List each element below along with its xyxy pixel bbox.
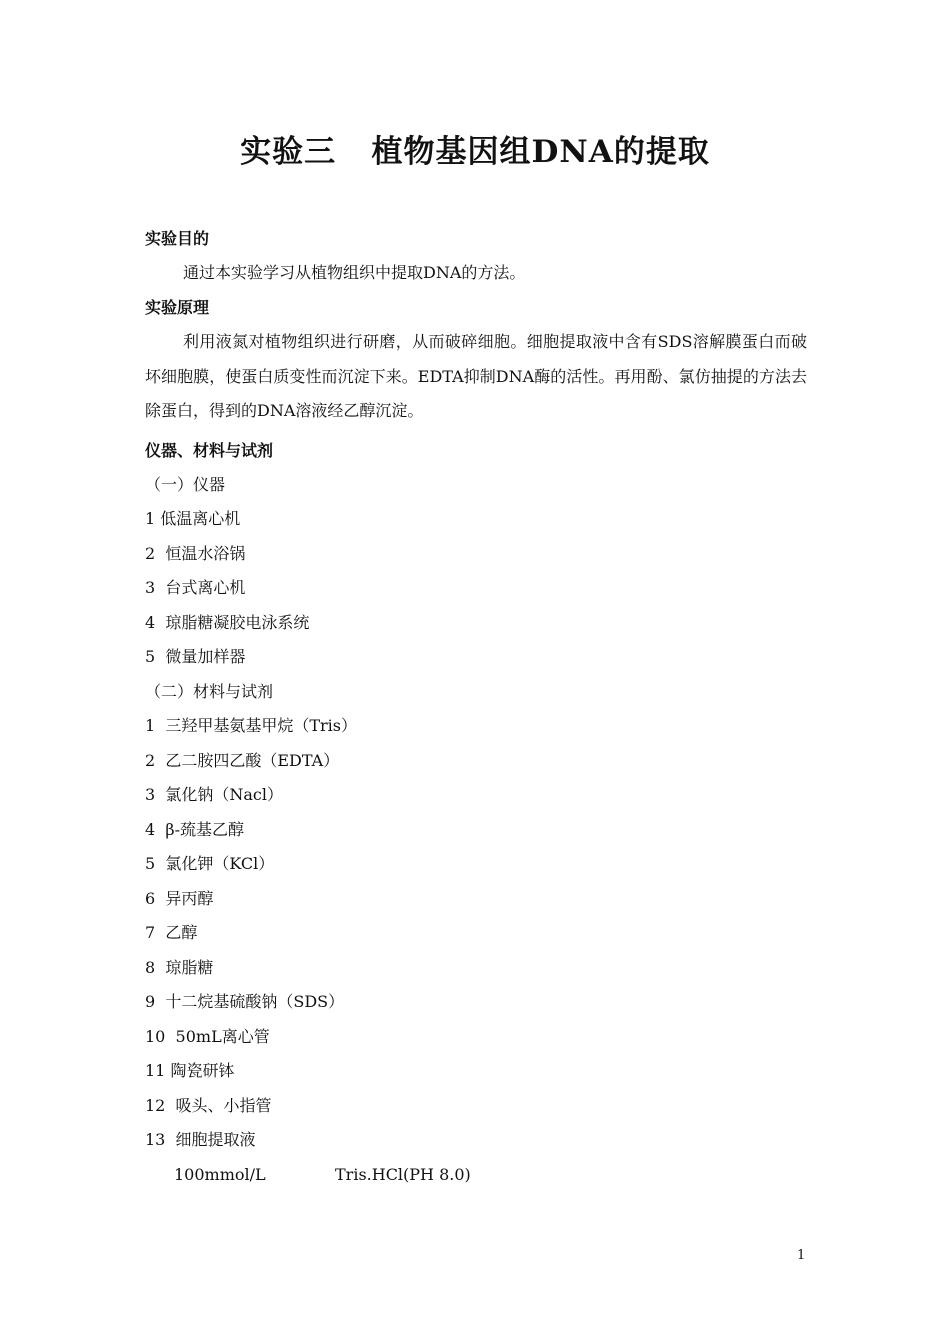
buffer-concentration: 100mmol/L [174, 1165, 266, 1184]
list-item: 3 台式离心机 [145, 578, 246, 597]
list-item: 7 乙醇 [145, 923, 198, 942]
section-heading-purpose: 实验目的 [145, 229, 210, 248]
section-heading-principle: 实验原理 [145, 298, 210, 317]
list-item: 2 乙二胺四乙酸（EDTA） [145, 751, 340, 770]
list-item: 9 十二烷基硫酸钠（SDS） [145, 992, 345, 1011]
page-number: 1 [797, 1248, 806, 1263]
list-item: 3 氯化钠（Nacl） [145, 785, 283, 804]
list-item: 5 氯化钾（KCl） [145, 854, 275, 873]
list-item: 4 琼脂糖凝胶电泳系统 [145, 613, 310, 632]
list-item: 11 陶瓷研钵 [145, 1061, 235, 1080]
list-item: 5 微量加样器 [145, 647, 246, 666]
list-item: 10 50mL离心管 [145, 1027, 270, 1046]
section-heading-materials: 仪器、材料与试剂 [145, 441, 274, 460]
list-item: 12 吸头、小指管 [145, 1096, 272, 1115]
purpose-text: 通过本实验学习从植物组织中提取DNA的方法。 [183, 263, 526, 282]
list-item: 8 琼脂糖 [145, 958, 214, 977]
instruments-heading: （一）仪器 [145, 475, 226, 494]
principle-text: 利用液氮对植物组织进行研磨，从而破碎细胞。细胞提取液中含有SDS溶解膜蛋白而破坏细胞膜，使蛋白质变性而沉淀下来。EDTA抑制DNA酶的活性。再用酚、氯仿抽提的方法去除蛋白，得到的DNA溶液经乙醇沉淀。 [145, 332, 807, 420]
list-item: 13 细胞提取液 [145, 1130, 256, 1149]
list-item: 6 异丙醇 [145, 889, 214, 908]
buffer-component: Tris.HCl(PH 8.0) [335, 1165, 471, 1184]
list-item: 1 低温离心机 [145, 509, 241, 528]
list-item: 1 三羟甲基氨基甲烷（Tris） [145, 716, 358, 735]
list-item: 2 恒温水浴锅 [145, 544, 246, 563]
page-title: 实验三 植物基因组DNA的提取 [240, 134, 710, 170]
reagents-heading: （二）材料与试剂 [145, 682, 274, 701]
list-item: 4 β-巯基乙醇 [145, 820, 245, 839]
